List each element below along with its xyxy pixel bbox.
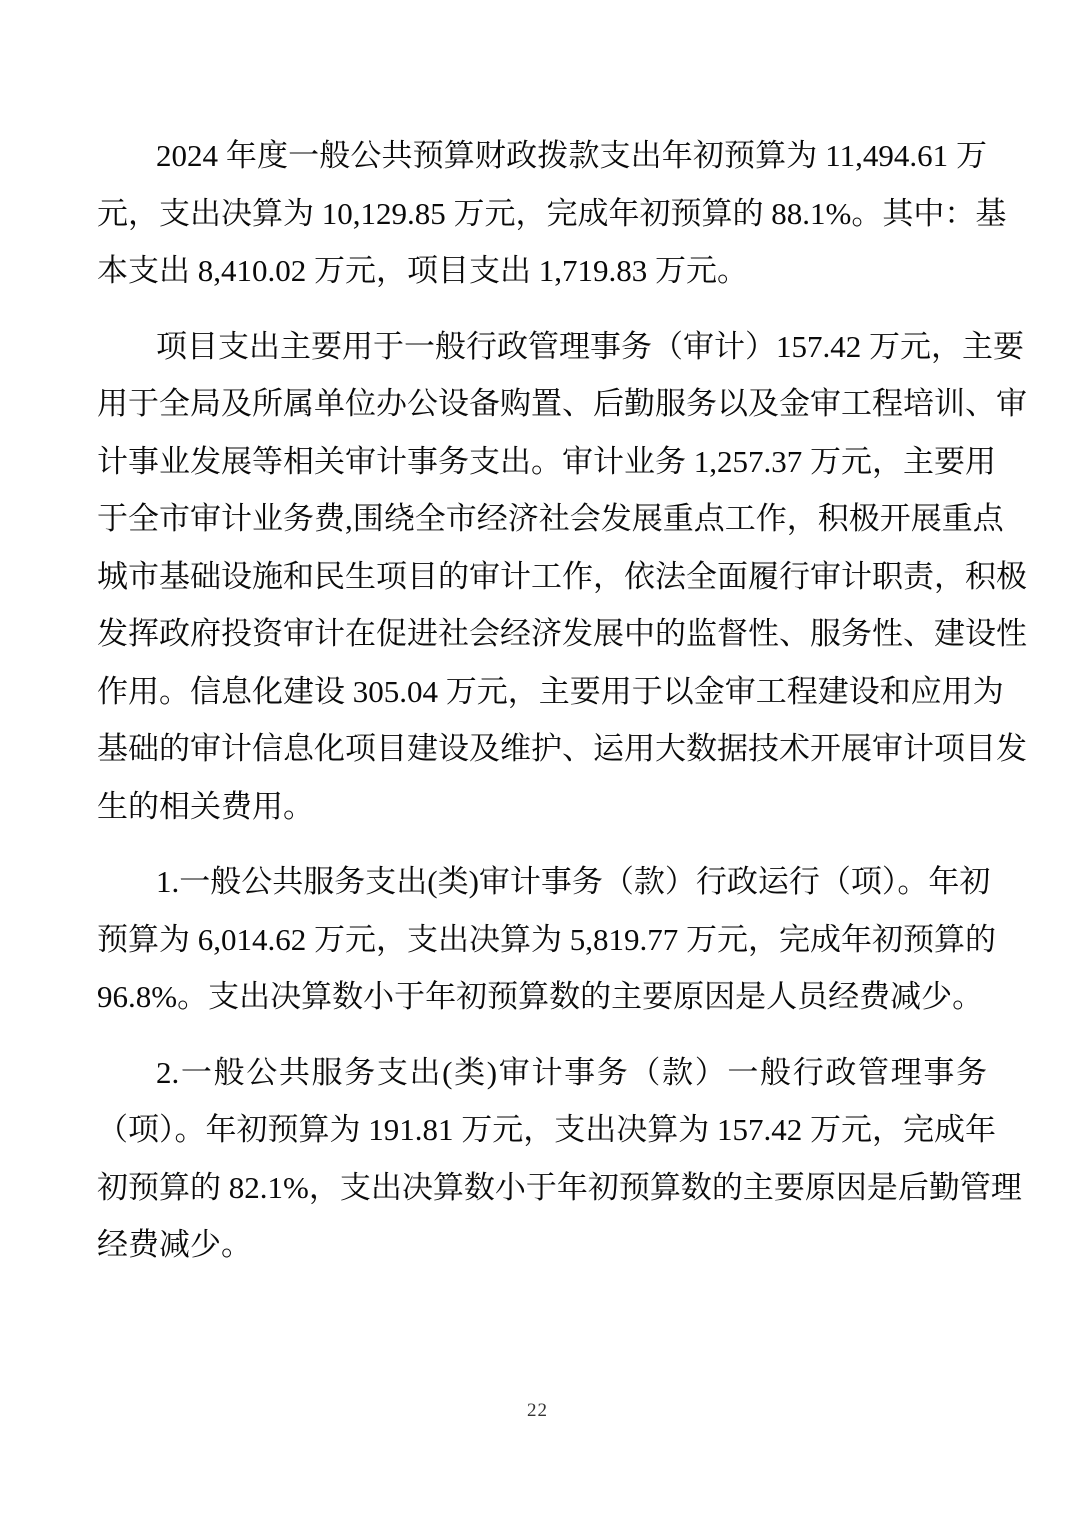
paragraph <box>97 318 1027 836</box>
text-line: 96.8%。支出决算数小于年初预算数的主要原因是人员经费减少。 <box>97 979 984 1014</box>
text-line: 项目支出主要用于一般行政管理事务（审计）157.42 万元，主要 <box>156 328 1024 364</box>
text-line: 初预算的 82.1%，支出决算数小于年初预算数的主要原因是后勤管理 <box>97 1169 1022 1205</box>
text-line: 于全市审计业务费,围绕全市经济社会发展重点工作，积极开展重点 <box>97 501 1004 536</box>
text-line: 作用。信息化建设 305.04 万元，主要用于以金审工程建设和应用为 <box>97 673 1004 709</box>
text-line: 2.一般公共服务支出(类)审计事务（款）一般行政管理事务 <box>156 1054 987 1090</box>
text-line: 计事业发展等相关审计事务支出。审计业务 1,257.37 万元，主要用 <box>97 443 996 479</box>
paragraph <box>97 1044 1022 1274</box>
text-line: 元，支出决算为 10,129.85 万元，完成年初预算的 88.1%。其中：基 <box>97 195 1007 231</box>
text-line: 2024 年度一般公共预算财政拨款支出年初预算为 11,494.61 万 <box>156 138 987 173</box>
paragraph <box>97 853 996 1026</box>
text-line: （项）。年初预算为 191.81 万元，支出决算为 157.42 万元，完成年 <box>97 1112 996 1147</box>
text-line: 生的相关费用。 <box>97 788 314 824</box>
text-line: 经费减少。 <box>97 1227 252 1262</box>
text-line: 基础的审计信息化项目建设及维护、运用大数据技术开展审计项目发 <box>97 731 1027 766</box>
page-number: 22 <box>527 1400 548 1421</box>
text-line: 预算为 6,014.62 万元，支出决算为 5,819.77 万元，完成年初预算的 <box>97 921 996 957</box>
document-body <box>97 127 1027 1292</box>
text-line: 发挥政府投资审计在促进社会经济发展中的监督性、服务性、建设性 <box>97 616 1027 651</box>
text-line: 1.一般公共服务支出(类)审计事务（款）行政运行（项）。年初 <box>156 864 991 899</box>
text-line: 本支出 8,410.02 万元，项目支出 1,719.83 万元。 <box>97 253 748 288</box>
text-line: 用于全局及所属单位办公设备购置、后勤服务以及金审工程培训、审 <box>97 386 1027 421</box>
paragraph <box>97 127 1007 300</box>
text-line: 城市基础设施和民生项目的审计工作，依法全面履行审计职责，积极 <box>97 558 1027 594</box>
